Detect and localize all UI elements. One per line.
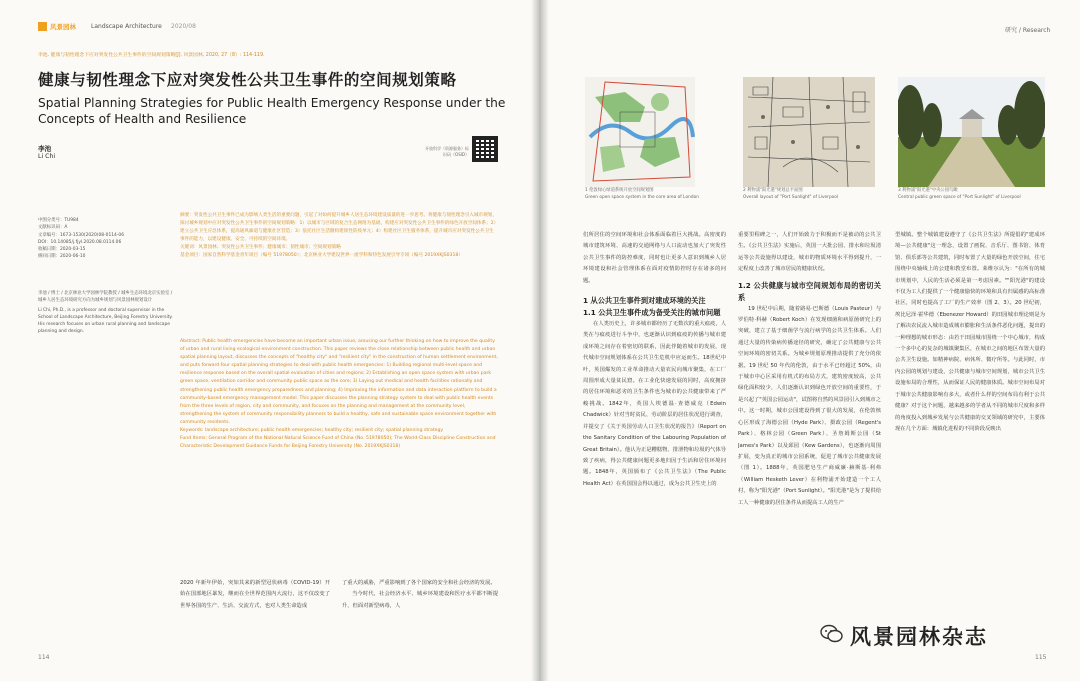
caption-en: Overall layout of "Port Sunlight" of Liverpool <box>743 194 839 200</box>
body-paragraph: 当今时代，社会经济水平、城乡环境建设和医疗水平都不断提升，但面对新型病毒，人 <box>342 591 498 609</box>
author-name-zh: 李池 <box>38 145 52 153</box>
abstract-zh: 摘要：突发性公共卫生事件已成为影响人类生活的重要问题，引起了对如何提升城乡人居生态环境建设质量的进一步思考。将健康与韧性理念引入城市规划，探讨城乡规划中应对突发性公共卫生事件的空间规划策略：1）以城市与区域的复合生态网络为基础，构建应对突发性公共卫生事件的绿色开放空间体系；2）建立公共卫生应急体系，提高通风廊道与健康社区营造；3）依托社区生活圈构建韧性防疫单元；4）构建社区卫生服务体系，提升城市应对突发性公共卫生事件的能力，以建设健康、安全、可持续的空间环境。 <box>180 213 497 243</box>
author-bio-zh: 李池 / 博士 / 北京林业大学园林学院教授 / 城乡生态环境北京实验室 / 城乡人居生态环境研究方向为城乡规划与风景园林规划设计 <box>38 291 173 304</box>
issue-year: 2020/08 <box>171 23 196 30</box>
body-text-left-col1 <box>180 578 330 612</box>
keywords-en: Keywords: landscape architecture; public health emergencies; healthy city; resilient city; spatial planning strategy <box>180 428 444 434</box>
caption-en: Central public green space of "Port Sunlight" of Liverpool <box>898 194 1021 200</box>
body-paragraph: 在人类历史上，许多城市都经历了无数次的重大瘟疫，人类在与瘟疫进行斗争中，也逐渐认识到瘟疫的传播与城市建成环境之间存在着密切的联系，因此伴随着城市的发展，现代城市空间规划体系在公共卫生危机中应运而生。18世纪中叶，英国爆发的工业革命推动大量农民向城市聚集，在工厂周围形成大量贫民窟。在工业化快速发展的同时，高度拥挤的居住环境和恶劣的卫生条件也为城市的公共健康带来了严峻挑战。1842年，英国人埃德温·查德威克（Edwin Chadwick）针对当时贫民、劳动阶层的居住状况进行调查，并提交了《关于英国劳动人口卫生状况的报告》（Report on the Sanitary Condition of the Labouring Population of Great Britain）。他认为正是糟糕物、排泄物和垃圾的气体导致了疾病，得公共健康问题更多地归因于生活和居住环境问题。1848年，英国颁布了《公共卫生法》（The Public Health Act）在英国国会得以通过，成为公共卫生史上的 <box>583 321 726 487</box>
abstract-en-block <box>180 338 498 451</box>
body-paragraph: 们所居住的空间环境和社会体系面临着巨大挑战。高密度的城市建筑环境、高速的交通网络与人口流动也加大了突发性公共卫生事件的防控难度，同时也让更多人意识到城乡人居环境建设和社会管理体系在面对疫情防控时存在诸多的问题。 <box>583 232 726 284</box>
journal-name-zh: 风景园林 <box>50 23 76 31</box>
caption-en: Green open space system in the core area of London <box>585 194 699 200</box>
london-map-icon <box>585 77 695 187</box>
right-page <box>543 0 1080 681</box>
figure-3-caption <box>898 188 1053 201</box>
abstract-en: Abstract: Public health emergencies have become an important urban issue, arousing our further thinking on how to improve the quality of urban and rural living ecological environment construction. This paper reviews the close relationship between public health and urban spatial planning layout, discusses the concepts of "healthy city" and "resilient city" in the construction of human settlement environment, and puts forward four spatial planning strategies to deal with public health emergencies: 1) Building regional multi-level space and resilience response based on the overall spatial evaluation of cities and regions; 2) Establishing an open space system with urban park green space, ventilation corridor and community public space as the core; 3) Laying out medical and health facilities rationally and strengthening public health emergency preparedness and planning; 4) Improving the information and data interaction platform to build a community-based emergency management model. This paper discusses the planning strategy system to deal with public health events from the three levels of region, city and community, and focuses on the planning and management at the community level, strengthening the system of community responsibility planners to build a healthy, safe and sustainable space environment together with community residents. <box>180 339 498 425</box>
body-text-left-col2 <box>342 578 498 612</box>
section-header: 研究 / Research <box>1005 27 1051 34</box>
page-number-left: 114 <box>38 654 50 661</box>
body-text-right-col2 <box>738 230 881 650</box>
article-metadata <box>38 217 168 261</box>
fund-en: Fund Items: General Program of the National Natural Science Fund of China (No. 51978050); The World-Class Discipline Construction and Characteristic Development Guidance Funds for Beijing Forestry University (No. 2019XKJS0318) <box>180 436 496 450</box>
author-name-en: Li Chi <box>38 153 56 160</box>
section-heading-1-2: 1.2 公共健康与城市空间规划布局的密切关系 <box>738 280 881 302</box>
port-sunlight-plan-icon <box>743 77 875 187</box>
body-paragraph: 19 世纪中后期，随着路易·巴斯德（Louis Pasteur）与罗伯特·科赫（Robert Koch）在发现细菌和病原菌研究上的突破，建立了基于细菌学与流行病学的公共卫生体系。人们通过大量的传染病传播途径的研究，确定了公共健康与公共空间环境的密切关系。为城乡规划原理推动提供了充分的依据。19 世纪 50 年代的伦敦，由于水平已经超过 50%，由于城市中心区采用有机式的布局方式，建筑密度较高，公共绿化面积较少，人们逐渐认识到绿色开放空间的重要性，于是兴起了"英国公园运动"，试图将自然的风景园引入到城市之中。这一时期，城市公园建设得到了很大的发展，在伦敦核心区形成了海德公园（Hyde Park）、摄政公园（Regent's Park）、格林公园（Green Park）、圣詹姆斯公园（St James's Park）以及邱园（Kew Gardens），也逐渐向周围扩展，变为真正的城市公园系统，促进了城市公共健康发展（图 1）。1888年，英国肥皂生产商威廉·赫斯基·利弗（William Hesketh Lever）在利物浦开始建造一个工人村，称为"阳光港"（Port Sunlight）。"阳光港"是为了提供给工人一种健康的居住条件从而提高工人的生产 <box>738 305 881 506</box>
meta-line: 中图分类号：TU984 <box>38 218 79 223</box>
body-paragraph: 2020 年新年伊始，突如其来的新型冠状病毒（COVID-19）开始在国部地区暴发，继而在全世界范围内大流行，这不仅改变了世界各国的生产、生活、交流方式，也对人类生命造成 <box>180 580 330 609</box>
caption-zh: 2 利物浦"阳光港"规划总平面图 <box>743 188 803 193</box>
page-number-right: 115 <box>1035 654 1047 661</box>
meta-line: 修回日期：2020-06-10 <box>38 254 86 260</box>
figure-2-caption <box>743 188 893 201</box>
meta-line: 文献标识码：A <box>38 225 68 231</box>
book-gutter <box>531 0 549 681</box>
meta-line: 收稿日期：2020-03-15 <box>38 247 86 253</box>
figure-1-caption <box>585 188 735 201</box>
section-heading-1: 1 从公共卫生事件到对建成环境的关注 <box>583 296 706 306</box>
fund-zh: 基金项目：国家自然科学基金青年项目（编号 51978050）；北京林业大学建设世界一流学科和特色发展引导专项（编号 2019XKJS0318） <box>180 253 463 259</box>
central-park-photo-icon <box>898 77 1045 187</box>
author-bio-en: Li Chi, Ph.D., is a professor and doctoral supervisor in the School of Landscape Architecture, Beijing Forestry University. His research focuses on urban rural planning and landscape planning and design. <box>38 307 173 335</box>
body-text-right-col3 <box>895 230 1045 650</box>
journal-logo-icon <box>38 22 47 31</box>
body-paragraph: 了重大的威胁，严重影响到了各个国家的安全和社会经济的发展。 <box>342 580 496 586</box>
watermark-text: 风景园林杂志 <box>850 625 988 649</box>
left-page <box>0 0 537 681</box>
osid-label: 开放科学（资源服务）标识码（OSID） <box>425 146 469 157</box>
meta-line: DOI：10.14085/j.fjyl.2020.08.0114.06 <box>38 239 122 245</box>
citation: 李池. 健康与韧性理念下应对突发性公共卫生事件的空间规划策略[J]. 风景园林, 2020, 27（8）: 114-119. <box>38 53 265 58</box>
figure-1-map <box>585 77 695 187</box>
article-title-zh: 健康与韧性理念下应对突发性公共卫生事件的空间规划策略 <box>38 71 457 89</box>
figure-3-photo <box>898 77 1045 187</box>
caption-zh: 3 利物浦"阳光港"中央公园鸟瞰 <box>898 188 958 193</box>
section-heading-1-1: 1.1 公共卫生事件成为备受关注的城市问题 <box>583 308 721 318</box>
meta-line: 文章编号：1673-1530(2020)08-0114-06 <box>38 232 125 238</box>
qr-code-icon <box>472 136 498 162</box>
body-paragraph: 型城镇。整个城镇建设遵守了《公共卫生法》所提倡的"建成环境—公共健康"这一理念，设置了画院、音乐厅、图书馆、体育馆、俱乐部等公共建筑，同时布置了大量的绿色开放空间，住宅围绕中央轴线上的公建和教堂布置。莱维尔认为："在所有的城市规划中，人民的生活必须是第一考虑因素。""阳光港"的建设不仅为工人们提供了一个健康愉快的环境和具有归属感的高标准社区，同时也提高了工厂的生产效率（图 2、3）。20 世纪初，埃比尼泽·霍华德（Ebenezer Howard）的田园城市理论则是为了解决农民流入城市造成城市膨胀和生活条件恶化问题，提出的一种理想的城市形态：由若干田园城市围绕一个中心城市，构成一个多中心的复杂的城镇聚集区，在城市之间的地区布置大量的公共卫生设施。如精神病院、病休所、微疗所等。与此同时，市内公园的规划与建设，公共健康与城市空间规划，城市公共卫生设施布局的合理性，从而保证人民的健康体质。城市空间布局对于城市公共健康影响有多大，或者什么样的空间布局有利于公共健康？对于这个问题，越来越多的学者从不同的城市尺度和多样的角度投入到城乡发展与公共健康的交叉领域的研究中，主要体现在几个方面：城镇化进程的不同阶段反映出 <box>895 232 1045 432</box>
keywords-zh: 关键词：风景园林；突发性公共卫生事件；健康城市；韧性城市；空间规划策略 <box>180 245 341 251</box>
wechat-icon <box>820 624 844 644</box>
abstract-zh-block <box>180 212 498 261</box>
figure-2-plan <box>743 77 875 187</box>
journal-name-en: Landscape Architecture <box>91 23 162 30</box>
body-text-right-col1 <box>583 230 726 650</box>
body-paragraph: 重要里程碑之一，人们开始致力于积极而不是被动的公共卫生。《公共卫生法》实施后，英国一大批公园、排水和垃圾清运等公共设施得以建设，城市的物质环境水平得到提升，一定程度上改善了城市居民的健康状况。 <box>738 232 881 273</box>
caption-zh: 1 伦敦绿心绿道系统开放空间规划图 <box>585 188 654 193</box>
article-title-en: Spatial Planning Strategies for Public Health Emergency Response under the Concepts of Health and Resilience <box>38 96 506 126</box>
author-bio <box>38 290 173 336</box>
